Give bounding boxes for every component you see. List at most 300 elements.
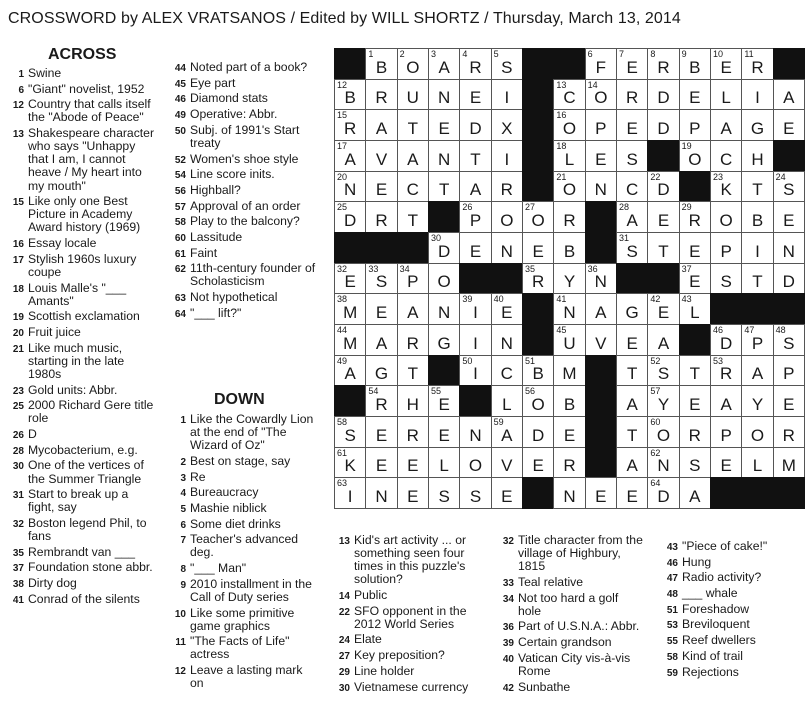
grid-cell[interactable] (616, 232, 648, 264)
grid-cell[interactable] (710, 447, 742, 479)
grid-cell[interactable] (585, 324, 617, 356)
grid-cell[interactable] (710, 201, 742, 233)
grid-cell[interactable] (679, 232, 711, 264)
grid-cell[interactable] (334, 447, 366, 479)
cell-number: 57 (650, 386, 661, 397)
grid-cell[interactable] (397, 385, 429, 417)
clue-text: Like the Cowardly Lion at the end of "The Wizard of Oz" (190, 412, 314, 453)
grid-cell[interactable] (616, 477, 648, 509)
grid-cell[interactable] (616, 109, 648, 141)
grid-cell[interactable] (491, 324, 523, 356)
cell-number: 26 (462, 202, 473, 213)
grid-cell[interactable] (397, 355, 429, 387)
grid-cell[interactable] (679, 79, 711, 111)
grid-cell[interactable] (334, 293, 366, 325)
grid-cell[interactable] (585, 293, 617, 325)
grid-cell[interactable] (428, 232, 460, 264)
grid-cell[interactable] (491, 48, 523, 80)
clue-text: Diamond stats (190, 91, 268, 106)
clue-number: 17 (12, 254, 24, 266)
grid-cell[interactable] (365, 263, 397, 295)
cell-letter: A (407, 302, 419, 322)
grid-cell[interactable] (491, 232, 523, 264)
down-column-5 (658, 540, 808, 681)
cell-letter: T (407, 364, 419, 384)
grid-cell[interactable] (741, 232, 773, 264)
grid-cell[interactable] (491, 293, 523, 325)
cell-letter: O (688, 149, 702, 169)
cell-letter: B (375, 57, 388, 77)
grid-cell[interactable] (365, 324, 397, 356)
grid-cell[interactable] (773, 447, 805, 479)
cell-letter: P (469, 210, 482, 230)
grid-cell[interactable] (773, 79, 805, 111)
grid-cell[interactable] (334, 140, 366, 172)
cell-letter: A (344, 364, 356, 384)
clue-down-29 (330, 665, 490, 678)
grid-cell[interactable] (553, 109, 585, 141)
grid-cell[interactable] (334, 79, 366, 111)
cell-letter: N (782, 241, 795, 261)
cell-letter: Y (751, 394, 764, 414)
grid-cell[interactable] (647, 201, 679, 233)
clue-number: 29 (338, 666, 350, 678)
grid-cell[interactable] (365, 171, 397, 203)
cell-letter: A (438, 57, 450, 77)
grid-cell[interactable] (553, 355, 585, 387)
cell-letter: E (375, 425, 388, 445)
clue-text: Re (190, 469, 206, 484)
grid-cell[interactable] (710, 385, 742, 417)
grid-block (522, 48, 554, 80)
grid-cell[interactable] (365, 140, 397, 172)
grid-cell[interactable] (647, 171, 679, 203)
grid-cell[interactable] (459, 416, 491, 448)
grid-cell[interactable] (679, 385, 711, 417)
clue-text: Rejections (682, 664, 739, 679)
grid-block (522, 140, 554, 172)
clue-across-38 (4, 577, 154, 590)
grid-cell[interactable] (365, 477, 397, 509)
cell-letter: L (752, 456, 763, 476)
clue-number: 46 (174, 94, 186, 106)
grid-cell[interactable] (459, 293, 491, 325)
cell-letter: G (374, 364, 389, 384)
grid-cell[interactable] (741, 355, 773, 387)
clue-number: 26 (12, 430, 24, 442)
grid-cell[interactable] (616, 324, 648, 356)
grid-cell[interactable] (522, 355, 554, 387)
down-column-2 (166, 413, 316, 693)
grid-cell[interactable] (334, 477, 366, 509)
cell-letter: N (469, 425, 482, 445)
grid-cell[interactable] (459, 109, 491, 141)
grid-cell[interactable] (679, 293, 711, 325)
grid-cell[interactable] (428, 416, 460, 448)
cell-letter: A (375, 118, 388, 138)
grid-cell[interactable] (365, 447, 397, 479)
cell-number: 14 (587, 79, 598, 90)
grid-cell[interactable] (741, 324, 773, 356)
clue-number: 11 (175, 637, 186, 649)
grid-cell[interactable] (553, 201, 585, 233)
grid-cell[interactable] (616, 201, 648, 233)
cell-number: 47 (744, 325, 755, 335)
grid-cell[interactable] (397, 171, 429, 203)
cell-letter: D (720, 333, 733, 353)
cell-letter: E (626, 118, 638, 138)
grid-cell[interactable] (428, 447, 460, 479)
cell-letter: O (562, 180, 577, 200)
grid-cell[interactable] (334, 109, 366, 141)
grid-cell[interactable] (459, 48, 491, 80)
clue-number: 12 (174, 666, 186, 678)
grid-cell[interactable] (773, 416, 805, 448)
cell-number: 39 (462, 294, 473, 305)
grid-cell[interactable] (522, 232, 554, 264)
grid-cell[interactable] (647, 293, 679, 325)
cell-number: 44 (337, 325, 348, 335)
clue-number: 53 (666, 620, 678, 632)
cell-number: 56 (525, 386, 536, 397)
grid-cell[interactable] (522, 447, 554, 479)
clue-text: Like only one Best Picture in Academy Award history (1969) (28, 194, 141, 235)
clue-number: 27 (338, 651, 350, 663)
grid-cell[interactable] (365, 201, 397, 233)
grid-cell[interactable] (710, 79, 742, 111)
grid-block (459, 385, 491, 417)
clue-text: Hung (682, 554, 712, 569)
cell-number: 38 (337, 294, 348, 305)
grid-cell[interactable] (553, 140, 585, 172)
cell-number: 24 (775, 171, 786, 182)
cell-letter: N (438, 149, 451, 169)
clue-text: 2000 Richard Gere title role (28, 398, 154, 426)
clue-text: Reef dwellers (682, 633, 756, 648)
grid-cell[interactable] (647, 355, 679, 387)
grid-cell[interactable] (741, 263, 773, 295)
grid-cell[interactable] (397, 416, 429, 448)
cell-letter: M (562, 364, 577, 384)
cell-letter: B (344, 88, 356, 108)
cell-letter: R (563, 210, 576, 230)
grid-cell[interactable] (647, 477, 679, 509)
cell-number: 41 (556, 294, 567, 305)
grid-cell[interactable] (679, 447, 711, 479)
cell-letter: I (504, 149, 510, 169)
grid-cell[interactable] (585, 263, 617, 295)
grid-cell[interactable] (459, 324, 491, 356)
cell-letter: B (563, 394, 576, 414)
grid-cell[interactable] (491, 201, 523, 233)
grid-cell[interactable] (491, 447, 523, 479)
grid-cell[interactable] (428, 109, 460, 141)
grid-cell[interactable] (679, 477, 711, 509)
clue-down-53 (658, 618, 808, 631)
clue-down-42 (494, 681, 644, 694)
cell-number: 18 (556, 141, 567, 151)
grid-cell[interactable] (522, 201, 554, 233)
grid-cell[interactable] (334, 416, 366, 448)
grid-cell[interactable] (741, 416, 773, 448)
grid-cell[interactable] (679, 201, 711, 233)
cell-letter: K (720, 180, 732, 200)
grid-cell[interactable] (428, 477, 460, 509)
cell-letter: S (344, 425, 356, 445)
grid-cell[interactable] (741, 48, 773, 80)
grid-cell[interactable] (679, 263, 711, 295)
cell-letter: S (375, 272, 388, 292)
cell-letter: S (783, 333, 795, 353)
cell-number: 37 (681, 263, 692, 274)
grid-cell[interactable] (647, 79, 679, 111)
grid-cell[interactable] (334, 324, 366, 356)
clue-down-51 (658, 603, 808, 616)
grid-cell[interactable] (334, 355, 366, 387)
grid-cell[interactable] (365, 355, 397, 387)
cell-letter: V (375, 149, 388, 169)
grid-cell[interactable] (397, 48, 429, 80)
grid-cell[interactable] (773, 385, 805, 417)
grid-cell[interactable] (616, 48, 648, 80)
cell-letter: M (343, 302, 358, 322)
grid-cell[interactable] (522, 263, 554, 295)
cell-number: 59 (493, 417, 504, 427)
grid-cell[interactable] (397, 263, 429, 295)
clue-number: 30 (338, 682, 350, 694)
grid-cell[interactable] (710, 324, 742, 356)
cell-letter: E (657, 302, 670, 322)
clue-number: 6 (180, 519, 186, 531)
grid-cell[interactable] (491, 385, 523, 417)
cell-letter: R (469, 57, 482, 77)
grid-cell[interactable] (491, 140, 523, 172)
grid-cell[interactable] (585, 48, 617, 80)
grid-cell[interactable] (647, 232, 679, 264)
cell-letter: E (720, 456, 732, 476)
grid-cell[interactable] (428, 171, 460, 203)
grid-cell[interactable] (585, 140, 617, 172)
grid-cell[interactable] (616, 355, 648, 387)
grid-cell[interactable] (428, 79, 460, 111)
grid-cell[interactable] (679, 48, 711, 80)
grid-cell[interactable] (679, 109, 711, 141)
grid-cell[interactable] (647, 416, 679, 448)
across-title: ACROSS (48, 46, 117, 63)
grid-cell[interactable] (616, 416, 648, 448)
clue-number: 42 (502, 682, 514, 694)
grid-cell[interactable] (553, 293, 585, 325)
grid-cell[interactable] (585, 477, 617, 509)
grid-block (585, 416, 617, 448)
grid-cell[interactable] (616, 79, 648, 111)
clue-across-19 (4, 310, 154, 323)
grid-cell[interactable] (334, 171, 366, 203)
grid-block (585, 447, 617, 479)
grid-cell[interactable] (710, 140, 742, 172)
clue-text: Public (354, 587, 388, 602)
grid-cell[interactable] (522, 385, 554, 417)
grid-cell[interactable] (741, 171, 773, 203)
cell-letter: C (500, 364, 513, 384)
cell-letter: S (626, 149, 638, 169)
clue-down-48 (658, 587, 808, 600)
grid-cell[interactable] (647, 324, 679, 356)
grid-cell[interactable] (616, 140, 648, 172)
grid-cell[interactable] (397, 109, 429, 141)
grid-cell[interactable] (710, 232, 742, 264)
grid-cell[interactable] (397, 324, 429, 356)
grid-cell[interactable] (616, 385, 648, 417)
grid-cell[interactable] (397, 447, 429, 479)
grid-cell[interactable] (397, 140, 429, 172)
grid-cell[interactable] (553, 385, 585, 417)
cell-number: 28 (619, 202, 630, 213)
grid-cell[interactable] (365, 416, 397, 448)
grid-cell[interactable] (491, 355, 523, 387)
grid-block (773, 477, 805, 509)
grid-cell[interactable] (679, 416, 711, 448)
grid-cell[interactable] (459, 171, 491, 203)
cell-letter: E (438, 118, 450, 138)
grid-cell[interactable] (397, 293, 429, 325)
grid-cell[interactable] (428, 293, 460, 325)
grid-cell[interactable] (365, 293, 397, 325)
grid-cell[interactable] (647, 48, 679, 80)
grid-cell[interactable] (741, 201, 773, 233)
clue-down-7 (166, 533, 316, 559)
cell-letter: G (625, 302, 639, 322)
grid-cell[interactable] (679, 140, 711, 172)
grid-block (334, 385, 366, 417)
cell-letter: D (532, 425, 545, 445)
clue-down-36 (494, 620, 644, 633)
grid-cell[interactable] (773, 263, 805, 295)
grid-cell[interactable] (773, 324, 805, 356)
grid-cell[interactable] (553, 171, 585, 203)
grid-block (553, 48, 585, 80)
grid-cell[interactable] (522, 416, 554, 448)
grid-cell[interactable] (459, 477, 491, 509)
grid-cell[interactable] (553, 324, 585, 356)
grid-cell[interactable] (741, 109, 773, 141)
grid-cell[interactable] (459, 79, 491, 111)
grid-cell[interactable] (773, 171, 805, 203)
cell-letter: D (657, 88, 670, 108)
grid-cell[interactable] (553, 232, 585, 264)
grid-cell[interactable] (773, 355, 805, 387)
cell-letter: U (406, 88, 419, 108)
grid-cell[interactable] (365, 385, 397, 417)
grid-cell[interactable] (773, 109, 805, 141)
grid-cell[interactable] (741, 140, 773, 172)
grid-cell[interactable] (616, 171, 648, 203)
grid-cell[interactable] (553, 477, 585, 509)
grid-cell[interactable] (773, 201, 805, 233)
grid-cell[interactable] (491, 79, 523, 111)
grid-cell[interactable] (585, 109, 617, 141)
cell-number: 62 (650, 447, 661, 458)
cell-letter: U (563, 333, 576, 353)
grid-cell[interactable] (365, 109, 397, 141)
grid-cell[interactable] (710, 416, 742, 448)
clue-text: Sunbathe (518, 679, 571, 694)
grid-cell[interactable] (397, 477, 429, 509)
clue-text: Play to the balcony? (190, 214, 300, 229)
grid-cell[interactable] (553, 79, 585, 111)
grid-cell[interactable] (334, 263, 366, 295)
grid-cell[interactable] (553, 263, 585, 295)
clue-number: 30 (12, 461, 24, 473)
grid-cell[interactable] (741, 385, 773, 417)
grid-cell[interactable] (773, 232, 805, 264)
grid-cell[interactable] (365, 48, 397, 80)
cell-number: 21 (556, 171, 567, 182)
grid-cell[interactable] (585, 171, 617, 203)
grid-block (616, 263, 648, 295)
clue-across-37 (4, 561, 154, 574)
grid-cell[interactable] (585, 79, 617, 111)
cell-letter: E (657, 210, 670, 230)
grid-cell[interactable] (459, 355, 491, 387)
grid-cell[interactable] (553, 447, 585, 479)
cell-number: 9 (681, 49, 687, 59)
grid-cell[interactable] (428, 324, 460, 356)
grid-cell[interactable] (491, 416, 523, 448)
grid-cell[interactable] (647, 447, 679, 479)
clue-across-54 (166, 168, 316, 181)
grid-cell[interactable] (459, 447, 491, 479)
cell-letter: T (752, 272, 763, 292)
cell-letter: R (782, 425, 795, 445)
grid-cell[interactable] (459, 232, 491, 264)
grid-cell[interactable] (334, 201, 366, 233)
grid-cell[interactable] (679, 355, 711, 387)
grid-cell[interactable] (428, 48, 460, 80)
clue-down-34 (494, 592, 644, 618)
grid-cell[interactable] (710, 109, 742, 141)
grid-cell[interactable] (397, 79, 429, 111)
grid-cell[interactable] (647, 385, 679, 417)
clue-across-50 (166, 124, 316, 150)
crossword-grid[interactable] (334, 48, 804, 508)
cell-letter: A (720, 394, 732, 414)
grid-cell[interactable] (616, 447, 648, 479)
grid-cell[interactable] (553, 416, 585, 448)
grid-cell[interactable] (459, 140, 491, 172)
grid-cell[interactable] (428, 140, 460, 172)
grid-cell[interactable] (741, 79, 773, 111)
clue-down-5 (166, 502, 316, 515)
grid-cell[interactable] (710, 355, 742, 387)
grid-cell[interactable] (365, 79, 397, 111)
grid-cell[interactable] (710, 171, 742, 203)
grid-cell[interactable] (647, 109, 679, 141)
grid-cell[interactable] (616, 293, 648, 325)
clue-number: 49 (174, 110, 186, 122)
grid-cell[interactable] (428, 385, 460, 417)
grid-cell[interactable] (397, 201, 429, 233)
grid-cell[interactable] (491, 171, 523, 203)
grid-cell[interactable] (491, 477, 523, 509)
grid-cell[interactable] (428, 263, 460, 295)
grid-cell[interactable] (491, 109, 523, 141)
grid-cell[interactable] (459, 201, 491, 233)
clue-text: Like some primitive game graphics (190, 605, 295, 633)
grid-cell[interactable] (741, 447, 773, 479)
grid-cell[interactable] (710, 48, 742, 80)
grid-cell[interactable] (710, 263, 742, 295)
